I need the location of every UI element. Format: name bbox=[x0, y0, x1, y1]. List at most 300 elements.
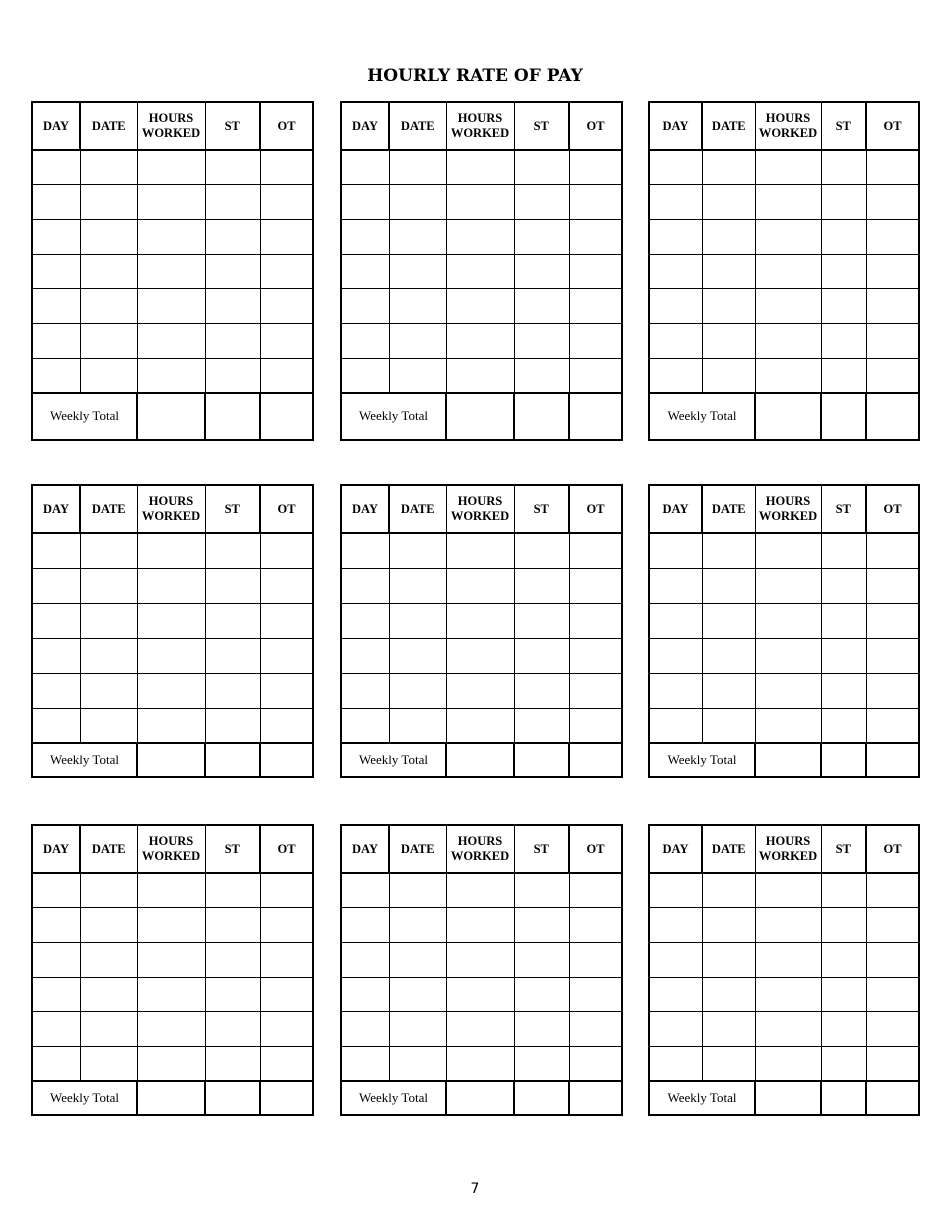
entry-cell[interactable] bbox=[341, 254, 389, 289]
entry-cell[interactable] bbox=[205, 1012, 260, 1047]
entry-cell[interactable] bbox=[32, 673, 80, 708]
entry-cell[interactable] bbox=[649, 150, 702, 185]
entry-cell[interactable] bbox=[569, 977, 622, 1012]
entry-cell[interactable] bbox=[260, 358, 313, 393]
entry-cell[interactable] bbox=[866, 977, 919, 1012]
entry-cell[interactable] bbox=[514, 185, 569, 220]
entry-cell[interactable] bbox=[569, 708, 622, 743]
entry-cell[interactable] bbox=[32, 1046, 80, 1081]
entry-cell[interactable] bbox=[341, 185, 389, 220]
entry-cell[interactable] bbox=[866, 323, 919, 358]
total-hours-cell[interactable] bbox=[755, 743, 821, 777]
entry-cell[interactable] bbox=[389, 603, 446, 638]
entry-cell[interactable] bbox=[389, 358, 446, 393]
entry-cell[interactable] bbox=[80, 638, 137, 673]
entry-cell[interactable] bbox=[649, 358, 702, 393]
entry-cell[interactable] bbox=[649, 254, 702, 289]
total-ot-cell[interactable] bbox=[569, 393, 622, 440]
entry-cell[interactable] bbox=[260, 568, 313, 603]
entry-cell[interactable] bbox=[341, 873, 389, 908]
total-st-cell[interactable] bbox=[821, 1081, 866, 1115]
entry-cell[interactable] bbox=[205, 185, 260, 220]
entry-cell[interactable] bbox=[205, 673, 260, 708]
entry-cell[interactable] bbox=[514, 708, 569, 743]
entry-cell[interactable] bbox=[389, 708, 446, 743]
entry-cell[interactable] bbox=[821, 533, 866, 568]
entry-cell[interactable] bbox=[755, 638, 821, 673]
entry-cell[interactable] bbox=[32, 638, 80, 673]
entry-cell[interactable] bbox=[649, 908, 702, 943]
entry-cell[interactable] bbox=[569, 942, 622, 977]
entry-cell[interactable] bbox=[32, 533, 80, 568]
entry-cell[interactable] bbox=[80, 150, 137, 185]
entry-cell[interactable] bbox=[260, 219, 313, 254]
entry-cell[interactable] bbox=[389, 1046, 446, 1081]
entry-cell[interactable] bbox=[260, 289, 313, 324]
entry-cell[interactable] bbox=[514, 977, 569, 1012]
entry-cell[interactable] bbox=[137, 358, 205, 393]
entry-cell[interactable] bbox=[341, 358, 389, 393]
entry-cell[interactable] bbox=[821, 977, 866, 1012]
entry-cell[interactable] bbox=[80, 568, 137, 603]
total-hours-cell[interactable] bbox=[137, 1081, 205, 1115]
entry-cell[interactable] bbox=[702, 603, 755, 638]
entry-cell[interactable] bbox=[137, 323, 205, 358]
entry-cell[interactable] bbox=[341, 638, 389, 673]
entry-cell[interactable] bbox=[205, 977, 260, 1012]
entry-cell[interactable] bbox=[389, 323, 446, 358]
entry-cell[interactable] bbox=[260, 977, 313, 1012]
entry-cell[interactable] bbox=[80, 977, 137, 1012]
entry-cell[interactable] bbox=[702, 533, 755, 568]
entry-cell[interactable] bbox=[821, 1046, 866, 1081]
entry-cell[interactable] bbox=[514, 358, 569, 393]
entry-cell[interactable] bbox=[649, 942, 702, 977]
entry-cell[interactable] bbox=[446, 638, 514, 673]
total-ot-cell[interactable] bbox=[866, 743, 919, 777]
entry-cell[interactable] bbox=[649, 219, 702, 254]
entry-cell[interactable] bbox=[32, 873, 80, 908]
entry-cell[interactable] bbox=[260, 1046, 313, 1081]
total-ot-cell[interactable] bbox=[260, 393, 313, 440]
entry-cell[interactable] bbox=[866, 185, 919, 220]
entry-cell[interactable] bbox=[702, 638, 755, 673]
entry-cell[interactable] bbox=[205, 219, 260, 254]
entry-cell[interactable] bbox=[702, 708, 755, 743]
entry-cell[interactable] bbox=[32, 1012, 80, 1047]
entry-cell[interactable] bbox=[755, 873, 821, 908]
entry-cell[interactable] bbox=[514, 323, 569, 358]
entry-cell[interactable] bbox=[446, 254, 514, 289]
entry-cell[interactable] bbox=[514, 873, 569, 908]
entry-cell[interactable] bbox=[821, 708, 866, 743]
total-hours-cell[interactable] bbox=[446, 1081, 514, 1115]
entry-cell[interactable] bbox=[137, 908, 205, 943]
entry-cell[interactable] bbox=[137, 219, 205, 254]
entry-cell[interactable] bbox=[702, 289, 755, 324]
entry-cell[interactable] bbox=[514, 254, 569, 289]
entry-cell[interactable] bbox=[649, 1012, 702, 1047]
total-st-cell[interactable] bbox=[821, 743, 866, 777]
entry-cell[interactable] bbox=[137, 708, 205, 743]
total-ot-cell[interactable] bbox=[866, 1081, 919, 1115]
entry-cell[interactable] bbox=[446, 1012, 514, 1047]
entry-cell[interactable] bbox=[389, 977, 446, 1012]
entry-cell[interactable] bbox=[446, 568, 514, 603]
entry-cell[interactable] bbox=[569, 323, 622, 358]
entry-cell[interactable] bbox=[260, 185, 313, 220]
entry-cell[interactable] bbox=[821, 323, 866, 358]
entry-cell[interactable] bbox=[446, 673, 514, 708]
entry-cell[interactable] bbox=[205, 568, 260, 603]
entry-cell[interactable] bbox=[446, 708, 514, 743]
entry-cell[interactable] bbox=[702, 977, 755, 1012]
entry-cell[interactable] bbox=[389, 1012, 446, 1047]
entry-cell[interactable] bbox=[260, 908, 313, 943]
entry-cell[interactable] bbox=[80, 254, 137, 289]
entry-cell[interactable] bbox=[446, 873, 514, 908]
total-st-cell[interactable] bbox=[205, 743, 260, 777]
entry-cell[interactable] bbox=[569, 358, 622, 393]
entry-cell[interactable] bbox=[569, 254, 622, 289]
entry-cell[interactable] bbox=[755, 323, 821, 358]
entry-cell[interactable] bbox=[32, 185, 80, 220]
total-st-cell[interactable] bbox=[514, 393, 569, 440]
entry-cell[interactable] bbox=[649, 185, 702, 220]
entry-cell[interactable] bbox=[137, 942, 205, 977]
entry-cell[interactable] bbox=[702, 150, 755, 185]
entry-cell[interactable] bbox=[205, 323, 260, 358]
entry-cell[interactable] bbox=[341, 603, 389, 638]
entry-cell[interactable] bbox=[137, 254, 205, 289]
entry-cell[interactable] bbox=[649, 603, 702, 638]
entry-cell[interactable] bbox=[205, 908, 260, 943]
entry-cell[interactable] bbox=[205, 942, 260, 977]
entry-cell[interactable] bbox=[137, 603, 205, 638]
entry-cell[interactable] bbox=[137, 533, 205, 568]
entry-cell[interactable] bbox=[389, 873, 446, 908]
entry-cell[interactable] bbox=[32, 254, 80, 289]
entry-cell[interactable] bbox=[866, 873, 919, 908]
entry-cell[interactable] bbox=[702, 908, 755, 943]
entry-cell[interactable] bbox=[755, 603, 821, 638]
entry-cell[interactable] bbox=[260, 323, 313, 358]
entry-cell[interactable] bbox=[514, 1046, 569, 1081]
entry-cell[interactable] bbox=[755, 185, 821, 220]
entry-cell[interactable] bbox=[514, 219, 569, 254]
entry-cell[interactable] bbox=[341, 533, 389, 568]
total-hours-cell[interactable] bbox=[137, 393, 205, 440]
entry-cell[interactable] bbox=[260, 1012, 313, 1047]
entry-cell[interactable] bbox=[755, 150, 821, 185]
entry-cell[interactable] bbox=[514, 942, 569, 977]
entry-cell[interactable] bbox=[137, 1012, 205, 1047]
entry-cell[interactable] bbox=[80, 908, 137, 943]
entry-cell[interactable] bbox=[702, 254, 755, 289]
entry-cell[interactable] bbox=[80, 358, 137, 393]
entry-cell[interactable] bbox=[32, 323, 80, 358]
entry-cell[interactable] bbox=[446, 289, 514, 324]
total-hours-cell[interactable] bbox=[755, 393, 821, 440]
entry-cell[interactable] bbox=[205, 289, 260, 324]
entry-cell[interactable] bbox=[341, 150, 389, 185]
entry-cell[interactable] bbox=[341, 708, 389, 743]
total-st-cell[interactable] bbox=[514, 1081, 569, 1115]
total-ot-cell[interactable] bbox=[260, 1081, 313, 1115]
total-ot-cell[interactable] bbox=[569, 743, 622, 777]
entry-cell[interactable] bbox=[649, 873, 702, 908]
total-st-cell[interactable] bbox=[205, 393, 260, 440]
entry-cell[interactable] bbox=[80, 533, 137, 568]
entry-cell[interactable] bbox=[866, 533, 919, 568]
entry-cell[interactable] bbox=[341, 568, 389, 603]
entry-cell[interactable] bbox=[702, 323, 755, 358]
entry-cell[interactable] bbox=[260, 603, 313, 638]
entry-cell[interactable] bbox=[569, 1046, 622, 1081]
total-ot-cell[interactable] bbox=[866, 393, 919, 440]
entry-cell[interactable] bbox=[649, 673, 702, 708]
entry-cell[interactable] bbox=[260, 873, 313, 908]
entry-cell[interactable] bbox=[137, 568, 205, 603]
entry-cell[interactable] bbox=[702, 219, 755, 254]
entry-cell[interactable] bbox=[260, 533, 313, 568]
entry-cell[interactable] bbox=[341, 1012, 389, 1047]
entry-cell[interactable] bbox=[649, 568, 702, 603]
entry-cell[interactable] bbox=[137, 873, 205, 908]
entry-cell[interactable] bbox=[32, 289, 80, 324]
entry-cell[interactable] bbox=[649, 977, 702, 1012]
entry-cell[interactable] bbox=[80, 603, 137, 638]
entry-cell[interactable] bbox=[514, 150, 569, 185]
entry-cell[interactable] bbox=[32, 908, 80, 943]
entry-cell[interactable] bbox=[205, 603, 260, 638]
entry-cell[interactable] bbox=[80, 1012, 137, 1047]
entry-cell[interactable] bbox=[821, 185, 866, 220]
entry-cell[interactable] bbox=[389, 673, 446, 708]
entry-cell[interactable] bbox=[866, 289, 919, 324]
entry-cell[interactable] bbox=[389, 638, 446, 673]
entry-cell[interactable] bbox=[755, 533, 821, 568]
entry-cell[interactable] bbox=[755, 358, 821, 393]
entry-cell[interactable] bbox=[702, 873, 755, 908]
entry-cell[interactable] bbox=[821, 568, 866, 603]
entry-cell[interactable] bbox=[389, 568, 446, 603]
entry-cell[interactable] bbox=[389, 254, 446, 289]
entry-cell[interactable] bbox=[821, 638, 866, 673]
entry-cell[interactable] bbox=[80, 708, 137, 743]
entry-cell[interactable] bbox=[205, 358, 260, 393]
entry-cell[interactable] bbox=[389, 942, 446, 977]
entry-cell[interactable] bbox=[446, 219, 514, 254]
entry-cell[interactable] bbox=[755, 942, 821, 977]
entry-cell[interactable] bbox=[389, 185, 446, 220]
entry-cell[interactable] bbox=[649, 1046, 702, 1081]
entry-cell[interactable] bbox=[821, 289, 866, 324]
entry-cell[interactable] bbox=[702, 1046, 755, 1081]
entry-cell[interactable] bbox=[821, 873, 866, 908]
entry-cell[interactable] bbox=[260, 673, 313, 708]
entry-cell[interactable] bbox=[569, 289, 622, 324]
entry-cell[interactable] bbox=[821, 358, 866, 393]
entry-cell[interactable] bbox=[446, 150, 514, 185]
entry-cell[interactable] bbox=[389, 533, 446, 568]
entry-cell[interactable] bbox=[866, 219, 919, 254]
entry-cell[interactable] bbox=[389, 219, 446, 254]
entry-cell[interactable] bbox=[702, 1012, 755, 1047]
entry-cell[interactable] bbox=[446, 323, 514, 358]
entry-cell[interactable] bbox=[702, 942, 755, 977]
entry-cell[interactable] bbox=[80, 942, 137, 977]
entry-cell[interactable] bbox=[80, 289, 137, 324]
entry-cell[interactable] bbox=[755, 673, 821, 708]
entry-cell[interactable] bbox=[446, 908, 514, 943]
entry-cell[interactable] bbox=[32, 977, 80, 1012]
entry-cell[interactable] bbox=[80, 219, 137, 254]
entry-cell[interactable] bbox=[514, 1012, 569, 1047]
entry-cell[interactable] bbox=[649, 638, 702, 673]
entry-cell[interactable] bbox=[80, 185, 137, 220]
entry-cell[interactable] bbox=[514, 568, 569, 603]
entry-cell[interactable] bbox=[205, 708, 260, 743]
entry-cell[interactable] bbox=[137, 150, 205, 185]
entry-cell[interactable] bbox=[137, 673, 205, 708]
entry-cell[interactable] bbox=[446, 533, 514, 568]
entry-cell[interactable] bbox=[866, 638, 919, 673]
total-st-cell[interactable] bbox=[205, 1081, 260, 1115]
entry-cell[interactable] bbox=[137, 1046, 205, 1081]
entry-cell[interactable] bbox=[569, 908, 622, 943]
entry-cell[interactable] bbox=[821, 219, 866, 254]
entry-cell[interactable] bbox=[866, 254, 919, 289]
entry-cell[interactable] bbox=[702, 358, 755, 393]
entry-cell[interactable] bbox=[866, 358, 919, 393]
entry-cell[interactable] bbox=[569, 185, 622, 220]
entry-cell[interactable] bbox=[821, 150, 866, 185]
entry-cell[interactable] bbox=[205, 254, 260, 289]
entry-cell[interactable] bbox=[821, 254, 866, 289]
entry-cell[interactable] bbox=[821, 908, 866, 943]
entry-cell[interactable] bbox=[514, 908, 569, 943]
entry-cell[interactable] bbox=[341, 323, 389, 358]
entry-cell[interactable] bbox=[649, 289, 702, 324]
entry-cell[interactable] bbox=[514, 603, 569, 638]
entry-cell[interactable] bbox=[821, 673, 866, 708]
entry-cell[interactable] bbox=[514, 289, 569, 324]
entry-cell[interactable] bbox=[341, 219, 389, 254]
total-st-cell[interactable] bbox=[514, 743, 569, 777]
entry-cell[interactable] bbox=[755, 254, 821, 289]
entry-cell[interactable] bbox=[341, 908, 389, 943]
entry-cell[interactable] bbox=[755, 568, 821, 603]
entry-cell[interactable] bbox=[514, 638, 569, 673]
entry-cell[interactable] bbox=[260, 254, 313, 289]
entry-cell[interactable] bbox=[137, 638, 205, 673]
entry-cell[interactable] bbox=[569, 219, 622, 254]
entry-cell[interactable] bbox=[514, 673, 569, 708]
entry-cell[interactable] bbox=[80, 873, 137, 908]
entry-cell[interactable] bbox=[80, 323, 137, 358]
entry-cell[interactable] bbox=[866, 568, 919, 603]
entry-cell[interactable] bbox=[821, 1012, 866, 1047]
entry-cell[interactable] bbox=[205, 873, 260, 908]
entry-cell[interactable] bbox=[32, 568, 80, 603]
entry-cell[interactable] bbox=[866, 673, 919, 708]
entry-cell[interactable] bbox=[569, 533, 622, 568]
entry-cell[interactable] bbox=[341, 977, 389, 1012]
entry-cell[interactable] bbox=[80, 673, 137, 708]
entry-cell[interactable] bbox=[866, 708, 919, 743]
entry-cell[interactable] bbox=[649, 323, 702, 358]
entry-cell[interactable] bbox=[446, 603, 514, 638]
entry-cell[interactable] bbox=[389, 150, 446, 185]
entry-cell[interactable] bbox=[821, 942, 866, 977]
entry-cell[interactable] bbox=[205, 150, 260, 185]
entry-cell[interactable] bbox=[755, 708, 821, 743]
total-ot-cell[interactable] bbox=[569, 1081, 622, 1115]
entry-cell[interactable] bbox=[260, 150, 313, 185]
entry-cell[interactable] bbox=[32, 708, 80, 743]
total-st-cell[interactable] bbox=[821, 393, 866, 440]
entry-cell[interactable] bbox=[446, 942, 514, 977]
entry-cell[interactable] bbox=[205, 533, 260, 568]
entry-cell[interactable] bbox=[702, 185, 755, 220]
entry-cell[interactable] bbox=[137, 289, 205, 324]
entry-cell[interactable] bbox=[569, 638, 622, 673]
entry-cell[interactable] bbox=[866, 942, 919, 977]
entry-cell[interactable] bbox=[341, 1046, 389, 1081]
entry-cell[interactable] bbox=[389, 289, 446, 324]
entry-cell[interactable] bbox=[821, 603, 866, 638]
entry-cell[interactable] bbox=[755, 977, 821, 1012]
total-hours-cell[interactable] bbox=[446, 743, 514, 777]
entry-cell[interactable] bbox=[702, 568, 755, 603]
entry-cell[interactable] bbox=[446, 358, 514, 393]
entry-cell[interactable] bbox=[205, 638, 260, 673]
entry-cell[interactable] bbox=[389, 908, 446, 943]
entry-cell[interactable] bbox=[866, 1046, 919, 1081]
total-ot-cell[interactable] bbox=[260, 743, 313, 777]
entry-cell[interactable] bbox=[649, 533, 702, 568]
entry-cell[interactable] bbox=[446, 977, 514, 1012]
entry-cell[interactable] bbox=[514, 533, 569, 568]
entry-cell[interactable] bbox=[866, 1012, 919, 1047]
entry-cell[interactable] bbox=[260, 638, 313, 673]
total-hours-cell[interactable] bbox=[137, 743, 205, 777]
entry-cell[interactable] bbox=[341, 289, 389, 324]
entry-cell[interactable] bbox=[569, 673, 622, 708]
entry-cell[interactable] bbox=[755, 1012, 821, 1047]
entry-cell[interactable] bbox=[649, 708, 702, 743]
entry-cell[interactable] bbox=[341, 673, 389, 708]
entry-cell[interactable] bbox=[755, 1046, 821, 1081]
entry-cell[interactable] bbox=[866, 603, 919, 638]
entry-cell[interactable] bbox=[755, 289, 821, 324]
entry-cell[interactable] bbox=[755, 908, 821, 943]
entry-cell[interactable] bbox=[569, 1012, 622, 1047]
entry-cell[interactable] bbox=[755, 219, 821, 254]
entry-cell[interactable] bbox=[569, 603, 622, 638]
entry-cell[interactable] bbox=[32, 603, 80, 638]
entry-cell[interactable] bbox=[137, 185, 205, 220]
entry-cell[interactable] bbox=[446, 185, 514, 220]
entry-cell[interactable] bbox=[32, 150, 80, 185]
entry-cell[interactable] bbox=[446, 1046, 514, 1081]
entry-cell[interactable] bbox=[702, 673, 755, 708]
entry-cell[interactable] bbox=[866, 150, 919, 185]
total-hours-cell[interactable] bbox=[755, 1081, 821, 1115]
entry-cell[interactable] bbox=[32, 358, 80, 393]
total-hours-cell[interactable] bbox=[446, 393, 514, 440]
